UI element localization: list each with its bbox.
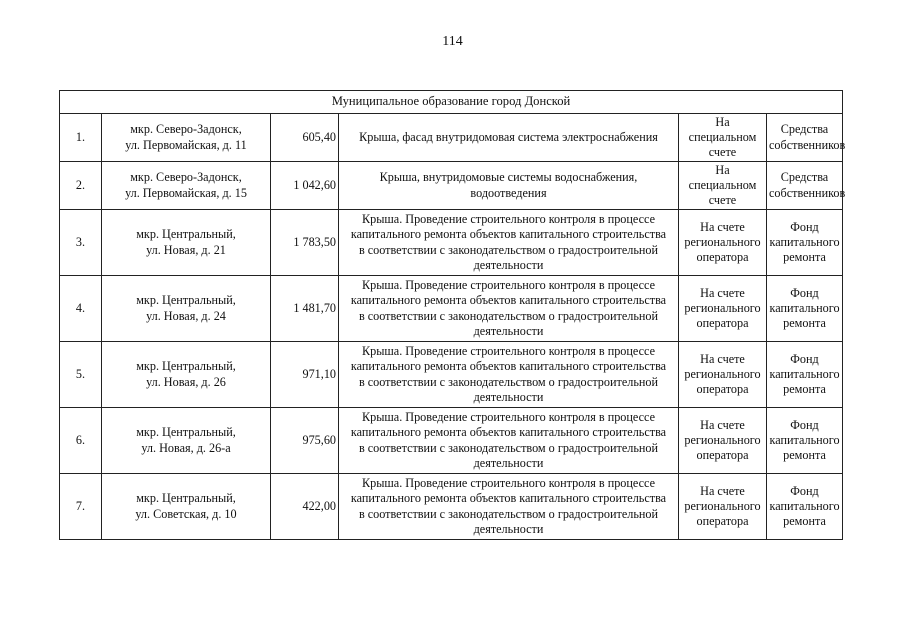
table-row: [60, 276, 843, 342]
works-line: Крыша. Проведение строительного контроля в процессе: [361, 476, 656, 491]
works-cell: [339, 276, 679, 342]
row-number: 2.: [60, 162, 102, 210]
works-line: капитального ремонта объектов капитального строительства: [350, 491, 667, 506]
address-cell: [102, 114, 271, 162]
funding-source-line: Фонд: [790, 483, 819, 498]
account-type-line: оператора: [696, 514, 749, 529]
works-line: капитального ремонта объектов капитального строительства: [350, 227, 667, 242]
table-row: [60, 474, 843, 540]
row-number: 7.: [60, 474, 102, 540]
account-type-cell: [679, 162, 767, 210]
row-number: 1.: [60, 114, 102, 162]
funding-source-cell: [767, 408, 843, 474]
account-type-line: На счете: [700, 219, 745, 234]
account-type-line: счете: [708, 193, 737, 208]
funding-source-cell: [767, 474, 843, 540]
address-line: ул. Новая, д. 24: [146, 308, 226, 323]
address-line: мкр. Северо-Задонск,: [130, 170, 242, 185]
section-header-row: [60, 91, 843, 114]
address-cell: [102, 342, 271, 408]
address-line: мкр. Центральный,: [136, 425, 236, 440]
works-cell: [339, 162, 679, 210]
account-type-line: оператора: [696, 250, 749, 265]
funding-source-cell: [767, 210, 843, 276]
funding-source-line: ремонта: [783, 316, 826, 331]
address-line: ул. Новая, д. 26: [146, 374, 226, 389]
works-line: Крыша. Проведение строительного контроля в процессе: [361, 344, 656, 359]
account-type-line: счете: [708, 145, 737, 160]
table-row: [60, 114, 843, 162]
account-type-line: На счете: [700, 351, 745, 366]
address-line: мкр. Центральный,: [136, 359, 236, 374]
funding-source-line: ремонта: [783, 382, 826, 397]
table-body: [60, 91, 846, 540]
row-number: 3.: [60, 210, 102, 276]
account-type-line: На счете: [700, 417, 745, 432]
funding-source-line: капитального: [769, 234, 840, 249]
funding-source-line: собственников: [769, 137, 846, 152]
funding-source-line: Средства: [780, 170, 829, 185]
account-type-cell: [679, 114, 767, 162]
works-line: капитального ремонта объектов капитального строительства: [350, 359, 667, 374]
area-value: 422,00: [271, 474, 339, 540]
address-line: ул. Советская, д. 10: [135, 506, 237, 521]
account-type-cell: [679, 210, 767, 276]
address-line: ул. Первомайская, д. 15: [125, 185, 247, 200]
page-number: 114: [442, 34, 463, 49]
address-line: мкр. Центральный,: [136, 227, 236, 242]
address-line: мкр. Центральный,: [136, 491, 236, 506]
address-line: мкр. Северо-Задонск,: [130, 122, 242, 137]
account-type-line: регионального: [684, 300, 761, 315]
works-cell: [339, 210, 679, 276]
funding-source-cell: [767, 114, 846, 162]
funding-source-line: Фонд: [790, 219, 819, 234]
funding-source-line: ремонта: [783, 514, 826, 529]
area-value: 1 481,70: [271, 276, 339, 342]
section-header: Муниципальное образование город Донской: [60, 91, 843, 114]
account-type-line: регионального: [684, 234, 761, 249]
account-type-line: оператора: [696, 448, 749, 463]
account-type-line: специальном: [688, 177, 757, 192]
address-cell: [102, 408, 271, 474]
works-line: в соответствии с законодательством о градостроительной: [358, 374, 659, 389]
capital-repair-table: [59, 90, 846, 540]
area-value: 1 042,60: [271, 162, 339, 210]
table-row: [60, 408, 843, 474]
account-type-line: регионального: [684, 432, 761, 447]
address-cell: [102, 276, 271, 342]
funding-source-line: Средства: [780, 122, 829, 137]
funding-source-line: Фонд: [790, 417, 819, 432]
works-line: в соответствии с законодательством о градостроительной: [358, 440, 659, 455]
area-value: 971,10: [271, 342, 339, 408]
account-type-line: регионального: [684, 366, 761, 381]
works-line: Крыша. Проведение строительного контроля в процессе: [361, 278, 656, 293]
account-type-line: На: [715, 114, 730, 129]
account-type-cell: [679, 408, 767, 474]
account-type-cell: [679, 342, 767, 408]
account-type-cell: [679, 276, 767, 342]
works-line: Крыша, внутридомовые системы водоснабжения,: [379, 170, 638, 185]
works-line: Крыша, фасад внутридомовая система электроснабжения: [359, 129, 658, 144]
account-type-line: оператора: [696, 382, 749, 397]
funding-source-line: капитального: [769, 498, 840, 513]
address-cell: [102, 210, 271, 276]
funding-source-line: Фонд: [790, 351, 819, 366]
works-line: Крыша. Проведение строительного контроля в процессе: [361, 410, 656, 425]
row-number: 6.: [60, 408, 102, 474]
row-number: 4.: [60, 276, 102, 342]
funding-source-line: Фонд: [790, 285, 819, 300]
table-row: [60, 162, 843, 210]
area-value: 605,40: [271, 114, 339, 162]
account-type-line: На счете: [700, 483, 745, 498]
account-type-cell: [679, 474, 767, 540]
funding-source-line: капитального: [769, 432, 840, 447]
table-row: [60, 210, 843, 276]
funding-source-line: ремонта: [783, 448, 826, 463]
works-line: Крыша. Проведение строительного контроля в процессе: [361, 212, 656, 227]
works-line: капитального ремонта объектов капитального строительства: [350, 425, 667, 440]
works-cell: [339, 342, 679, 408]
works-line: в соответствии с законодательством о градостроительной: [358, 308, 659, 323]
area-value: 975,60: [271, 408, 339, 474]
works-line: деятельности: [473, 257, 544, 272]
works-cell: [339, 474, 679, 540]
address-cell: [102, 474, 271, 540]
works-line: капитального ремонта объектов капитального строительства: [350, 293, 667, 308]
works-cell: [339, 114, 679, 162]
address-line: ул. Первомайская, д. 11: [125, 137, 247, 152]
funding-source-line: ремонта: [783, 250, 826, 265]
address-cell: [102, 162, 271, 210]
funding-source-cell: [767, 162, 846, 210]
account-type-line: оператора: [696, 316, 749, 331]
address-line: ул. Новая, д. 26-а: [141, 440, 231, 455]
address-line: ул. Новая, д. 21: [146, 242, 226, 257]
works-cell: [339, 408, 679, 474]
address-line: мкр. Центральный,: [136, 293, 236, 308]
row-number: 5.: [60, 342, 102, 408]
funding-source-line: капитального: [769, 300, 840, 315]
works-line: водоотведения: [470, 185, 547, 200]
account-type-line: На: [715, 162, 730, 177]
table-row: [60, 342, 843, 408]
account-type-line: специальном: [688, 129, 757, 144]
funding-source-cell: [767, 276, 843, 342]
works-line: в соответствии с законодательством о градостроительной: [358, 506, 659, 521]
account-type-line: регионального: [684, 498, 761, 513]
works-line: деятельности: [473, 389, 544, 404]
area-value: 1 783,50: [271, 210, 339, 276]
works-line: деятельности: [473, 323, 544, 338]
funding-source-cell: [767, 342, 843, 408]
funding-source-line: капитального: [769, 366, 840, 381]
works-line: деятельности: [473, 455, 544, 470]
account-type-line: На счете: [700, 285, 745, 300]
works-line: в соответствии с законодательством о градостроительной: [358, 242, 659, 257]
funding-source-line: собственников: [769, 185, 846, 200]
works-line: деятельности: [473, 521, 544, 536]
